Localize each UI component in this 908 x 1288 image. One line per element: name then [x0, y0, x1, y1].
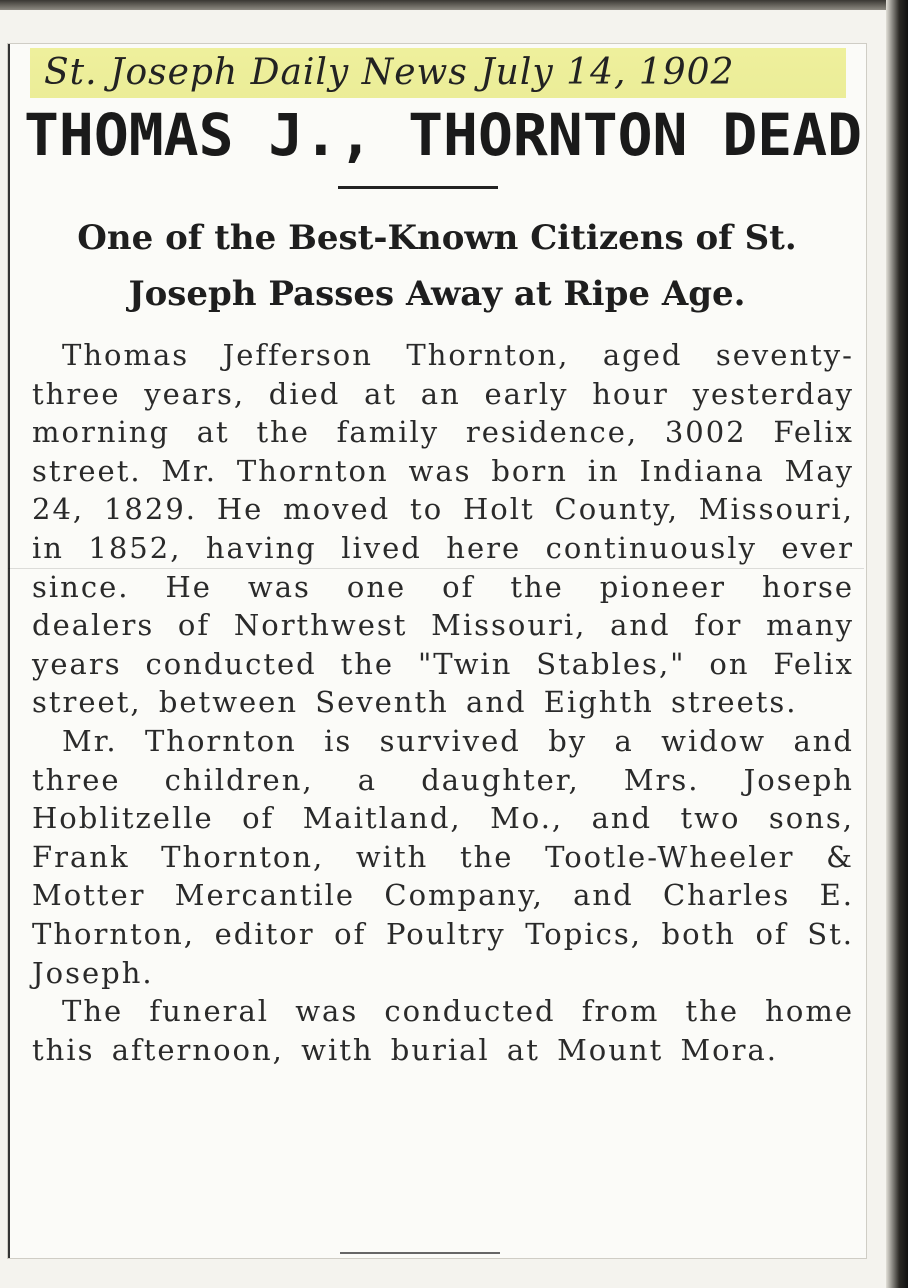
article-body	[32, 336, 854, 1069]
scan-right-edge	[886, 0, 908, 1288]
paragraph: The funeral was conducted from the home this afternoon, with burial at Mount Mora.	[32, 994, 854, 1067]
headline-rule	[338, 186, 498, 189]
scan-top-edge	[0, 0, 908, 10]
subheadline: One of the Best-Known Citizens of St. Joseph Passes Away at Ripe Age.	[77, 218, 797, 314]
end-rule	[340, 1252, 500, 1254]
paragraph: Thomas Jefferson Thornton, aged seventy-three years, died at an early hour yesterday morning at the family residence, 3002 Felix street. Mr. Thornton was born in Indiana May 24, 1829. He moved to Holt County, Missouri, in 1852, having lived here continuously ever since. He was one of the pioneer horse dealers of Northwest Missouri, and for many years conducted the "Twin Stables," on Felix street, between Seventh and Eighth streets.	[32, 338, 854, 720]
handwritten-annotation: St. Joseph Daily News July 14, 1902	[30, 48, 846, 98]
headline: THOMAS J., THORNTON DEAD	[24, 101, 863, 169]
paragraph: Mr. Thornton is survived by a widow and three children, a daughter, Mrs. Joseph Hoblitzelle of Maitland, Mo., and two sons, Frank Thornton, with the Tootle-Wheeler & Motter Mercantile Company, and Charles E. Thornton, editor of Poultry Topics, both of St. Joseph.	[32, 723, 854, 990]
